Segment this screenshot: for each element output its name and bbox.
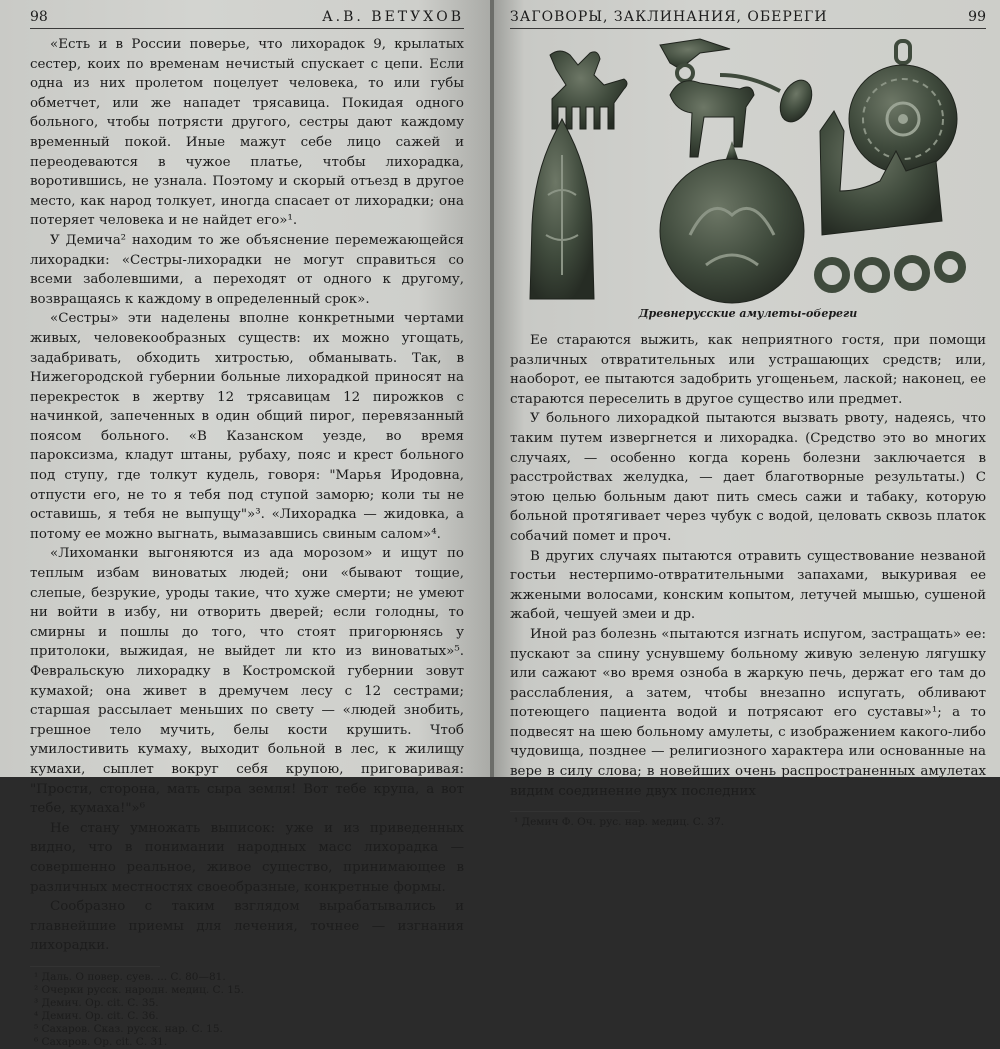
paragraph: Иной раз болезнь «пытаются изгнать испугом, застращать» ее: пускают за спину уснувшему больному живую зеленую лягушку или сажают «во время озноба в жаркую печь, держат его там до расслабления, а затем, чтобы внезапно испугать, обливают потеющего пациента водой и потрясают его суставы»¹; а то подвесят на шею больному амулеты, с изображением какого-либо чудовища, позднее — религиозного характера или основанные на вере в силу слова; в новейших очень распространенных амулетах видим соединение двух последних bbox=[510, 626, 986, 799]
paragraph: В других случаях пытаются отравить существование незваной гостьи нестерпимо-отвратительными запахами, выкуривая ее жжеными волосами, конским копытом, летучей мышью, сушеной жабой, чешуей змеи и др. bbox=[510, 548, 986, 623]
footnote: ³ Демич. Op. cit. С. 35. bbox=[34, 996, 159, 1009]
paragraph: Сообразно с таким взглядом вырабатывались и главнейшие приемы для лечения, точнее — изгнания лихорадки. bbox=[30, 899, 464, 954]
right-page bbox=[494, 0, 1000, 829]
footnote: ⁶ Сахаров. Op. cit. С. 31. bbox=[34, 1035, 168, 1048]
horse-comb-amulet bbox=[550, 51, 627, 129]
footnote: ¹ Даль. О повер. суев. ... С. 80—81. bbox=[34, 970, 226, 983]
page-number-right: 99 bbox=[968, 9, 986, 25]
paragraph: У Демича² находим то же объяснение перемежающейся лихорадки: «Сестры-лихорадки не могут справиться со всеми заболевшими, а переходят от одного к другому, возвращаясь к каждому в определенный срок». bbox=[30, 232, 464, 307]
right-page-header bbox=[510, 8, 986, 29]
footnote: ² Очерки русск. народн. медиц. С. 15. bbox=[34, 983, 244, 996]
amulets-figure bbox=[510, 35, 986, 307]
footnote-divider bbox=[510, 811, 640, 812]
footnote: ⁴ Демич. Op. cit. С. 36. bbox=[34, 1009, 159, 1022]
header-title: ЗАГОВОРЫ, ЗАКЛИНАНИЯ, ОБЕРЕГИ bbox=[510, 9, 828, 25]
paragraph: Ее стараются выжить, как неприятного гостя, при помощи различных отвратительных или устрашающих средств; или, наоборот, ее пытаются задобрить угощеньем, лаской; наконец, ее стараются переселить в другое существо или предмет. bbox=[510, 333, 986, 407]
paragraph: Не стану умножать выписок: уже и из приведенных видно, что в понимании народных масс лихорадка — совершенно реальное, живое существо, принимающее в различных местностях своеобразные, конкретные формы. bbox=[30, 820, 464, 895]
round-disk-amulet bbox=[660, 141, 804, 303]
round-openwork-amulet bbox=[849, 41, 957, 173]
footnote-divider bbox=[30, 966, 160, 967]
paragraph: «Сестры» эти наделены вполне конкретными чертами живых, человекообразных существ: их можно угощать, задабривать, обходить хитростью, обманывать. Так, в Нижегородской губернии больные лихорадкой приносят на перекресток в жертву 12 трясавицам 12 пирожков с начинкой, запеченных в один общий пирог, перевязанный поясом больного. «В Казанском уезде, во время пароксизма, кладут штаны, рубаху, пояс и крест больного под ступу, где толкут кудель, говоря: "Марья Иродовна, отпусти его, не то я тебя под ступой заморю; коли ты не оставишь, я тебя не выпущу"»³. «Лихорадка — жидовка, а потому ее можно выгнать, вымазавшись свиным салом»⁴. bbox=[30, 311, 464, 542]
header-author: А.В. ВЕТУХОВ bbox=[322, 9, 464, 25]
page-number-left: 98 bbox=[30, 9, 48, 25]
footnote: ⁵ Сахаров. Сказ. русск. нар. С. 15. bbox=[34, 1022, 223, 1035]
left-page-header bbox=[30, 8, 464, 29]
tall-pendant-amulet bbox=[530, 119, 594, 299]
paragraph: «Есть и в России поверье, что лихорадок 9, крылатых сестер, коих по временам нечистый спускает с цепи. Если одна из них пролетом поцелует человека, то или губы обметчет, или же нападет трясавица. Покидая одного больного, чтобы потрясти другого, сестры дают каждому временный покой. Иные мажут себе лицо сажей и переодеваются в чужое платье, чтобы лихорадка, воротившись, не узнала. Поэтому и скорый отъезд в другое место, как народ толкует, иногда спасает от лихорадки; она потеряет человека и не найдет его»¹. bbox=[30, 37, 464, 229]
footnote: ¹ Демич Ф. Оч. рус. нар. медиц. С. 37. bbox=[514, 816, 725, 829]
amulets-illustration bbox=[510, 35, 986, 307]
paragraph: У больного лихорадкой пытаются вызвать рвоту, надеясь, что таким путем извергнется и лихорадка. (Средство это во многих случаях, — особенно когда корень болезни заключается в расстройствах желудка, — дает благотворные результаты.) С этою целью больным дают пить смесь сажи и табаку, которую больной протягивает через чубук с водой, целовать сквозь платок собачий помет и проч. bbox=[510, 411, 986, 544]
left-page bbox=[0, 0, 492, 1048]
figure-caption: Древнерусские амулеты-обереги bbox=[638, 307, 858, 320]
paragraph: «Лихоманки выгоняются из ада морозом» и ищут по теплым избам виноватых людей; они «бывают тощие, слепые, безрукие, уроды такие, что хуже смерти; не умеют ни войти в избу, ни отворить дверей; если голодны, то смирны и пошлы до того, что стоят пригорюнясь у притолоки, выжидая, не выйдет ли кто из виноватых»⁵. Февральскую лихорадку в Костромской губернии зовут кумахой; она живет в дремучем лесу с 12 сестрами; старшая рассылает меньших по свету — «людей знобить, грешное тело мучить, белы кости крушить. Чтоб умилостивить кумаху, выходит больной в лес, к жилищу кумахи, сыплет вокруг себя крупою, приговаривая: "Прости, сторона, мать сыра земля! Вот тебе крупа, а вот тебе, кумаха!"»⁶ bbox=[30, 546, 464, 817]
horse-spoon-amulet bbox=[660, 39, 818, 157]
